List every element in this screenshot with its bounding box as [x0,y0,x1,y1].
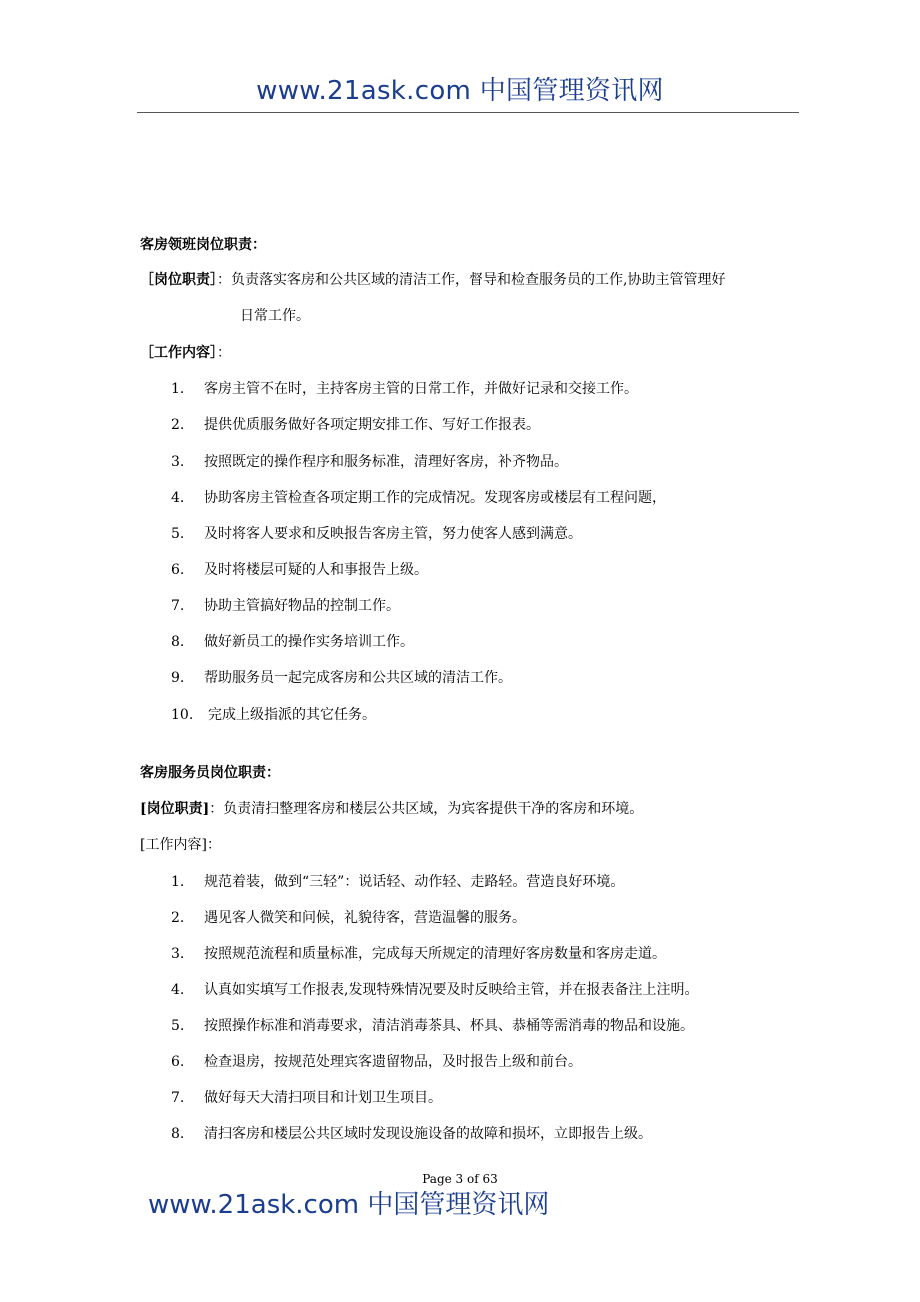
item-text: 按照既定的操作程序和服务标准，清理好客房，补齐物品。 [204,454,568,470]
list-item [171,871,624,891]
content-label: ［工作内容］ [140,345,217,361]
item-text: 帮助服务员一起完成客房和公共区域的清洁工作。 [204,670,512,686]
item-text: 及时将客人要求和反映报告客房主管，努力使客人感到满意。 [204,526,582,542]
duty-label: [岗位职责] [140,801,210,817]
list-item [171,451,568,471]
item-number: 8. [171,634,185,650]
page-number: Page 3 of 63 [422,1172,498,1186]
item-number: 6. [171,1054,185,1070]
item-number: 1. [171,874,185,890]
item-number: 10. [171,707,194,723]
item-number: 5. [171,526,185,542]
duty-text: ：负责落实客房和公共区域的清洁工作，督导和检查服务员的工作,协助主管管理好 [217,272,726,288]
item-text: 按照规范流程和质量标准，完成每天所规定的清理好客房数量和客房走道。 [204,946,666,962]
item-text: 清扫客房和楼层公共区域时发现设施设备的故障和损坏，立即报告上级。 [204,1126,652,1142]
list-item [171,1123,652,1143]
list-item [171,487,666,507]
attendant-content-heading [140,834,221,854]
supervisor-duty-line2: 日常工作。 [240,308,310,324]
item-text: 做好新员工的操作实务培训工作。 [204,634,414,650]
list-item [171,631,414,651]
item-text: 客房主管不在时，主持客房主管的日常工作，并做好记录和交接工作。 [204,381,638,397]
list-item [171,414,540,434]
item-number: 1. [171,381,185,397]
section-heading-supervisor: 客房领班岗位职责： [140,237,266,253]
item-number: 4. [171,982,185,998]
item-number: 2. [171,417,185,433]
item-text: 检查退房，按规范处理宾客遗留物品，及时报告上级和前台。 [204,1054,582,1070]
item-number: 3. [171,946,185,962]
item-text: 遇见客人微笑和问候，礼貌待客，营造温馨的服务。 [204,910,526,926]
list-item [171,1015,694,1035]
item-text: 规范着装，做到“三轻”：说话轻、动作轻、走路轻。营造良好环境。 [204,874,625,890]
footer-site-title: www.21ask.com 中国管理资讯网 [148,1190,550,1220]
content-label: [工作内容] [140,837,207,853]
item-number: 7. [171,598,185,614]
item-text: 协助主管搞好物品的控制工作。 [204,598,400,614]
item-number: 7. [171,1090,185,1106]
list-item [171,1051,582,1071]
list-item [171,943,666,963]
header-site-title: www.21ask.com 中国管理资讯网 [256,76,664,106]
section-heading-attendant: 客房服务员岗位职责： [140,765,280,781]
list-item [171,595,400,615]
header-divider [137,112,799,113]
duty-label: ［岗位职责］ [140,272,217,288]
list-item [171,523,582,543]
item-text: 按照操作标准和消毒要求，清洁消毒茶具、杯具、恭桶等需消毒的物品和设施。 [204,1018,694,1034]
item-number: 3. [171,454,185,470]
duty-text: ：负责清扫整理客房和楼层公共区域，为宾客提供干净的客房和环境。 [209,801,644,817]
content-colon: ： [206,837,221,853]
item-text: 提供优质服务做好各项定期安排工作、写好工作报表。 [204,417,540,433]
list-item [171,378,638,398]
item-text: 做好每天大清扫项目和计划卫生项目。 [204,1090,442,1106]
item-number: 6. [171,562,185,578]
item-text: 完成上级指派的其它任务。 [208,707,376,723]
item-number: 8. [171,1126,185,1142]
list-item [171,704,376,724]
item-number: 9. [171,670,185,686]
list-item [171,667,512,687]
item-number: 2. [171,910,185,926]
supervisor-content-heading [140,342,231,362]
item-text: 及时将楼层可疑的人和事报告上级。 [204,562,428,578]
item-text: 协助客房主管检查各项定期工作的完成情况。发现客房或楼层有工程问题， [204,490,666,506]
attendant-duty-line [140,798,643,818]
item-number: 4. [171,490,185,506]
list-item [171,979,698,999]
list-item [171,559,428,579]
supervisor-duty-line1 [140,269,725,289]
content-colon: ： [217,345,231,361]
list-item [171,1087,442,1107]
item-number: 5. [171,1018,185,1034]
item-text: 认真如实填写工作报表,发现特殊情况要及时反映给主管，并在报表备注上注明。 [204,982,699,998]
list-item [171,907,526,927]
